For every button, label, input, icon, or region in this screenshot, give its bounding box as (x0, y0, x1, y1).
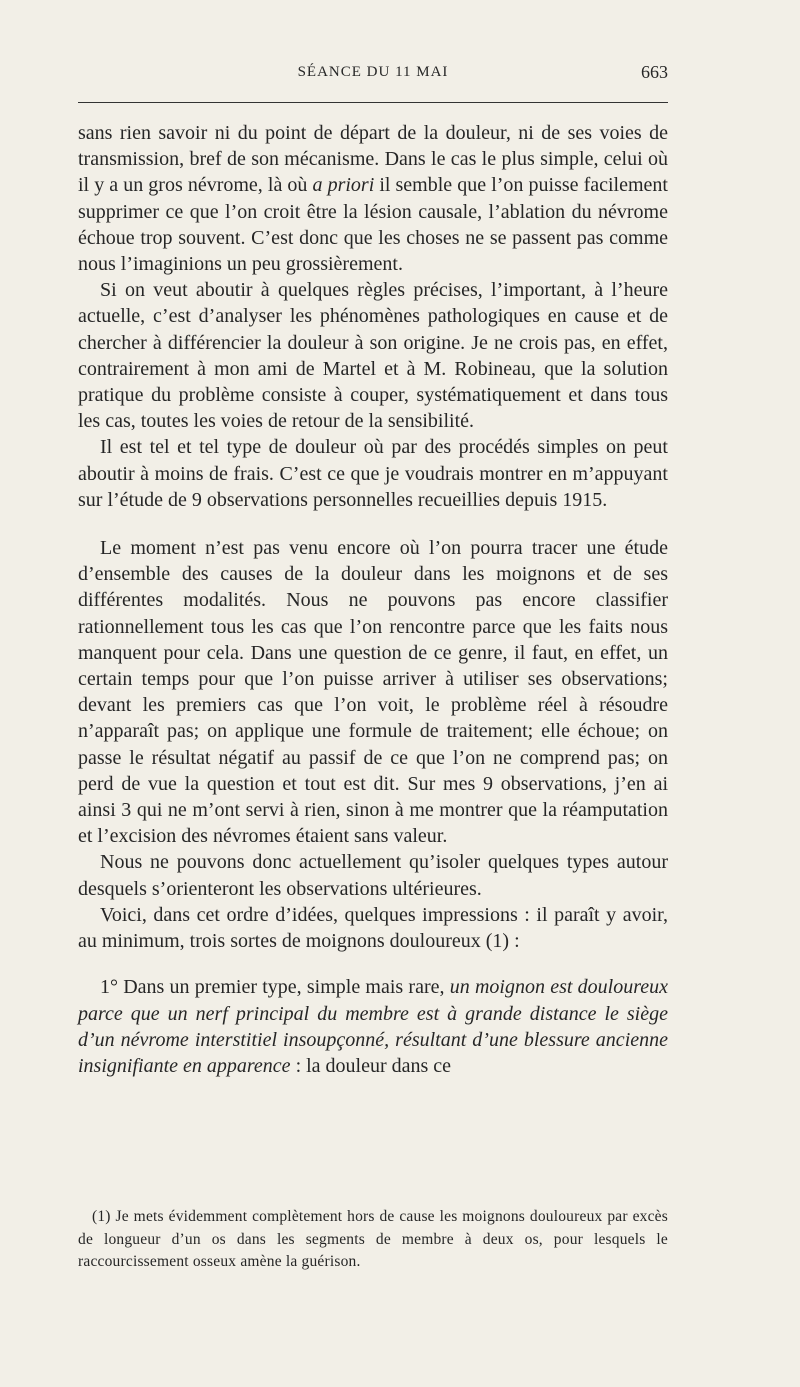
paragraph-4: Le moment n’est pas venu encore où l’on pourra tracer une étude d’ensemble des causes de la douleur dans les moignons et de ses différentes modalités. Nous ne pouvons pas encore classifier rationnellement tous les cas que l’on rencontre parce que les faits nous manquent pour cela. Dans une question de ce genre, il faut, en effet, un certain temps pour que l’on puisse arriver à utiliser ses observations; devant les premiers cas que l’on voit, le problème réel à résoudre n’apparaît pas; on applique une formule de traitement; elle échoue; on passe le résultat négatif au passif de ce que l’on ne comprend pas; on perd de vue la question et tout est dit. Sur mes 9 observations, j’en ai ainsi 3 qui ne m’ont servi à rien, sinon à me montrer que la réamputation et l’excision des névromes étaient sans valeur. (78, 537, 668, 848)
footnote-text: (1) Je mets évidemment complètement hors de cause les moignons douloureux par excès de longueur d’un os dans les segments de membre à deux os, pour lesquels le raccourcissement osseux amène la guérison. (78, 1208, 668, 1270)
page-header (78, 62, 668, 88)
paragraph-1 (78, 120, 668, 277)
paragraph-6: Voici, dans cet ordre d’idées, quelques impressions : il paraît y avoir, au minimum, trois sortes de moignons douloureux (1) : (78, 903, 668, 953)
footnote (78, 1206, 668, 1274)
paragraph-7-lead: 1° Dans un premier type, simple mais rare, (100, 976, 450, 999)
body-text (78, 120, 668, 1079)
section-gap (78, 954, 668, 974)
paragraph-1-text: sans rien savoir ni du point de départ de la douleur, ni de ses voies de transmission, bref de son mécanisme. Dans le cas le plus simple, celui où il y a un gros névrome, là où (78, 122, 668, 197)
paragraph-7-italic: un moignon est douloureux parce que un nerf principal du membre est à grande distance le siège d’un névrome interstitiel insoupçonné, résultant d’une blessure ancienne insignifiante en apparence (78, 976, 668, 1077)
paragraph-5: Nous ne pouvons donc actuellement qu’isoler quelques types autour desquels s’orienteront les observations ultérieures. (78, 851, 668, 900)
paragraph-2: Si on veut aboutir à quelques règles précises, l’important, à l’heure actuelle, c’est d’analyser les phénomènes pathologiques en cause et de chercher à différencier la douleur à son origine. Je ne crois pas, en effet, contrairement à mon ami de Martel et à M. Robineau, que la solution pratique du problème consiste à couper, systématiquement et dans tous les cas, toutes les voies de retour de la sensibilité. (78, 279, 668, 433)
paragraph-7 (78, 974, 668, 1079)
paragraph-3: Il est tel et tel type de douleur où par des procédés simples on peut aboutir à moins de frais. C’est ce que je voudrais montrer en m’appuyant sur l’étude de 9 observations personnelles recueillies depuis 1915. (78, 436, 668, 511)
paragraph-7-tail: : la douleur dans ce (290, 1054, 452, 1077)
paragraph-1-tail: il semble que l’on puisse facilement supprimer ce que l’on croit être la lésion causale, l’ablation du névrome échoue trop souvent. C’est donc que les choses ne se passent pas comme nous l’imaginions un peu grossièrement. (78, 174, 668, 276)
section-gap (78, 513, 668, 535)
page-number: 663 (641, 62, 668, 82)
paragraph-1-italic: a priori (312, 174, 375, 197)
header-rule (78, 102, 668, 103)
running-head: SÉANCE DU 11 MAI (297, 64, 449, 80)
